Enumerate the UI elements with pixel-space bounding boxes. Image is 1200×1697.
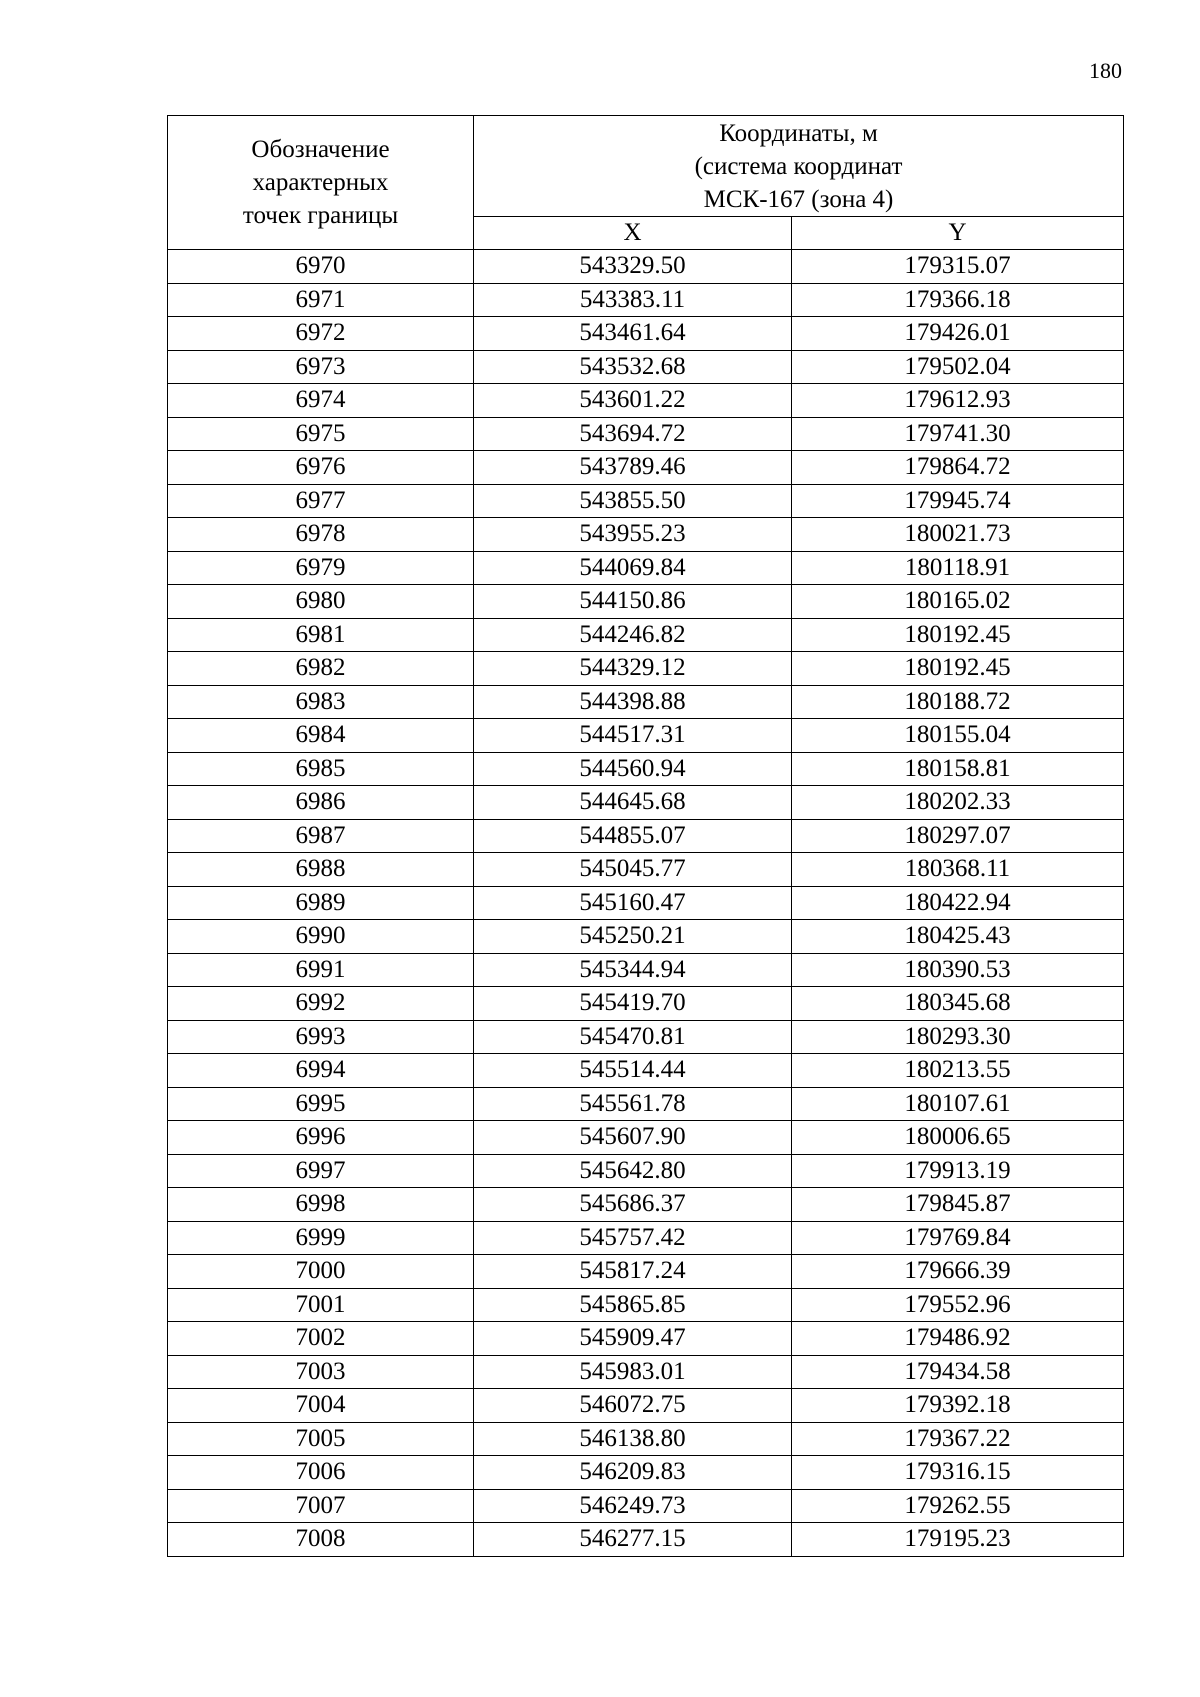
y-cell: 179612.93 [792,384,1124,418]
y-cell: 179486.92 [792,1322,1124,1356]
x-cell: 544398.88 [474,685,792,719]
x-cell: 543601.22 [474,384,792,418]
y-cell: 179434.58 [792,1355,1124,1389]
x-cell: 545686.37 [474,1188,792,1222]
y-cell: 179552.96 [792,1288,1124,1322]
table-row [168,1355,1124,1389]
table-row [168,283,1124,317]
page-number: 180 [1089,58,1122,83]
x-cell: 544246.82 [474,618,792,652]
y-cell: 180390.53 [792,953,1124,987]
table-row [168,451,1124,485]
x-cell: 545561.78 [474,1087,792,1121]
point-cell: 6984 [168,719,474,753]
table-row [168,1188,1124,1222]
point-cell: 6976 [168,451,474,485]
point-cell: 7007 [168,1489,474,1523]
y-cell: 180425.43 [792,920,1124,954]
table-row [168,384,1124,418]
x-cell: 543855.50 [474,484,792,518]
x-cell: 545160.47 [474,886,792,920]
table-row [168,1121,1124,1155]
x-cell: 546277.15 [474,1523,792,1557]
point-cell: 6971 [168,283,474,317]
x-cell: 545419.70 [474,987,792,1021]
y-cell: 179262.55 [792,1489,1124,1523]
y-cell: 180107.61 [792,1087,1124,1121]
point-cell: 7004 [168,1389,474,1423]
table-row [168,1288,1124,1322]
point-cell: 6974 [168,384,474,418]
x-cell: 546072.75 [474,1389,792,1423]
point-cell: 6981 [168,618,474,652]
table-row [168,853,1124,887]
point-cell: 7002 [168,1322,474,1356]
point-cell: 7005 [168,1422,474,1456]
table-row [168,987,1124,1021]
point-cell: 6970 [168,250,474,284]
y-cell: 180202.33 [792,786,1124,820]
point-cell: 6990 [168,920,474,954]
y-cell: 180118.91 [792,551,1124,585]
y-cell: 180188.72 [792,685,1124,719]
point-cell: 7008 [168,1523,474,1557]
y-cell: 179195.23 [792,1523,1124,1557]
x-cell: 545642.80 [474,1154,792,1188]
point-cell: 7003 [168,1355,474,1389]
coords-label-line3: МСК-167 (зона 4) [703,185,894,213]
x-cell: 544560.94 [474,752,792,786]
point-cell: 6983 [168,685,474,719]
point-cell: 6975 [168,417,474,451]
x-cell: 545344.94 [474,953,792,987]
x-cell: 543694.72 [474,417,792,451]
y-cell: 179864.72 [792,451,1124,485]
table-row [168,350,1124,384]
y-cell: 179367.22 [792,1422,1124,1456]
x-cell: 545983.01 [474,1355,792,1389]
x-cell: 545865.85 [474,1288,792,1322]
table-row [168,484,1124,518]
table-row [168,752,1124,786]
table-row [168,551,1124,585]
y-cell: 179741.30 [792,417,1124,451]
point-cell: 7000 [168,1255,474,1289]
x-cell: 543789.46 [474,451,792,485]
table-row [168,1087,1124,1121]
coordinates-table [167,115,1124,1557]
y-cell: 179666.39 [792,1255,1124,1289]
point-cell: 6972 [168,317,474,351]
x-cell: 545909.47 [474,1322,792,1356]
point-cell: 6978 [168,518,474,552]
coordinates-header [474,116,1124,217]
y-cell: 180155.04 [792,719,1124,753]
table-row [168,1389,1124,1423]
y-header: Y [792,217,1124,250]
x-cell: 545757.42 [474,1221,792,1255]
y-cell: 179913.19 [792,1154,1124,1188]
y-cell: 179502.04 [792,350,1124,384]
table-row [168,518,1124,552]
x-cell: 545045.77 [474,853,792,887]
point-cell: 6996 [168,1121,474,1155]
table-row [168,953,1124,987]
point-cell: 6979 [168,551,474,585]
point-cell: 6982 [168,652,474,686]
point-cell: 6999 [168,1221,474,1255]
x-cell: 545470.81 [474,1020,792,1054]
x-cell: 544069.84 [474,551,792,585]
table-row [168,417,1124,451]
point-label-line1: Обозначение [251,136,390,163]
y-cell: 179315.07 [792,250,1124,284]
coords-label-line1: Координаты, м [719,119,878,147]
y-cell: 179845.87 [792,1188,1124,1222]
point-cell: 6997 [168,1154,474,1188]
table-row [168,786,1124,820]
point-cell: 6977 [168,484,474,518]
y-cell: 180213.55 [792,1054,1124,1088]
y-cell: 180422.94 [792,886,1124,920]
point-cell: 6993 [168,1020,474,1054]
x-cell: 544150.86 [474,585,792,619]
x-header: X [474,217,792,250]
table-row [168,250,1124,284]
x-cell: 546209.83 [474,1456,792,1490]
x-cell: 545514.44 [474,1054,792,1088]
table-row [168,920,1124,954]
table-row [168,1322,1124,1356]
y-cell: 180192.45 [792,652,1124,686]
y-cell: 180192.45 [792,618,1124,652]
y-cell: 180158.81 [792,752,1124,786]
x-cell: 544855.07 [474,819,792,853]
coords-label-line2: (система координат [694,152,903,180]
x-cell: 543532.68 [474,350,792,384]
header-row [168,116,1124,217]
x-cell: 545250.21 [474,920,792,954]
point-cell: 6998 [168,1188,474,1222]
table-row [168,685,1124,719]
table-row [168,1054,1124,1088]
y-cell: 180293.30 [792,1020,1124,1054]
point-designation-header [168,116,474,250]
point-cell: 6991 [168,953,474,987]
point-label-line3: точек границы [242,202,399,229]
table-row [168,585,1124,619]
point-label-line2: характерных [252,169,389,196]
y-cell: 180345.68 [792,987,1124,1021]
x-cell: 544645.68 [474,786,792,820]
point-cell: 6986 [168,786,474,820]
table-row [168,1221,1124,1255]
point-cell: 6973 [168,350,474,384]
x-cell: 544517.31 [474,719,792,753]
table-row [168,317,1124,351]
point-cell: 7006 [168,1456,474,1490]
point-cell: 7001 [168,1288,474,1322]
table-row [168,1255,1124,1289]
x-cell: 545817.24 [474,1255,792,1289]
y-cell: 179769.84 [792,1221,1124,1255]
y-cell: 179945.74 [792,484,1124,518]
y-cell: 180165.02 [792,585,1124,619]
table-row [168,886,1124,920]
x-cell: 546249.73 [474,1489,792,1523]
y-cell: 180021.73 [792,518,1124,552]
y-cell: 179392.18 [792,1389,1124,1423]
y-cell: 180297.07 [792,819,1124,853]
y-cell: 180006.65 [792,1121,1124,1155]
point-cell: 6989 [168,886,474,920]
x-cell: 544329.12 [474,652,792,686]
table-row [168,1020,1124,1054]
y-cell: 180368.11 [792,853,1124,887]
x-cell: 543383.11 [474,283,792,317]
point-cell: 6985 [168,752,474,786]
x-cell: 546138.80 [474,1422,792,1456]
table-row [168,1456,1124,1490]
y-cell: 179366.18 [792,283,1124,317]
point-cell: 6980 [168,585,474,619]
table-header [168,116,1124,250]
point-cell: 6988 [168,853,474,887]
y-cell: 179316.15 [792,1456,1124,1490]
point-cell: 6994 [168,1054,474,1088]
table-row [168,618,1124,652]
table-row [168,1523,1124,1557]
table-row [168,652,1124,686]
point-cell: 6995 [168,1087,474,1121]
table-body [168,250,1124,1557]
table-row [168,1422,1124,1456]
x-cell: 545607.90 [474,1121,792,1155]
point-cell: 6992 [168,987,474,1021]
table-row [168,719,1124,753]
table-row [168,819,1124,853]
table-row [168,1154,1124,1188]
y-cell: 179426.01 [792,317,1124,351]
table-row [168,1489,1124,1523]
x-cell: 543461.64 [474,317,792,351]
x-cell: 543955.23 [474,518,792,552]
x-cell: 543329.50 [474,250,792,284]
point-cell: 6987 [168,819,474,853]
